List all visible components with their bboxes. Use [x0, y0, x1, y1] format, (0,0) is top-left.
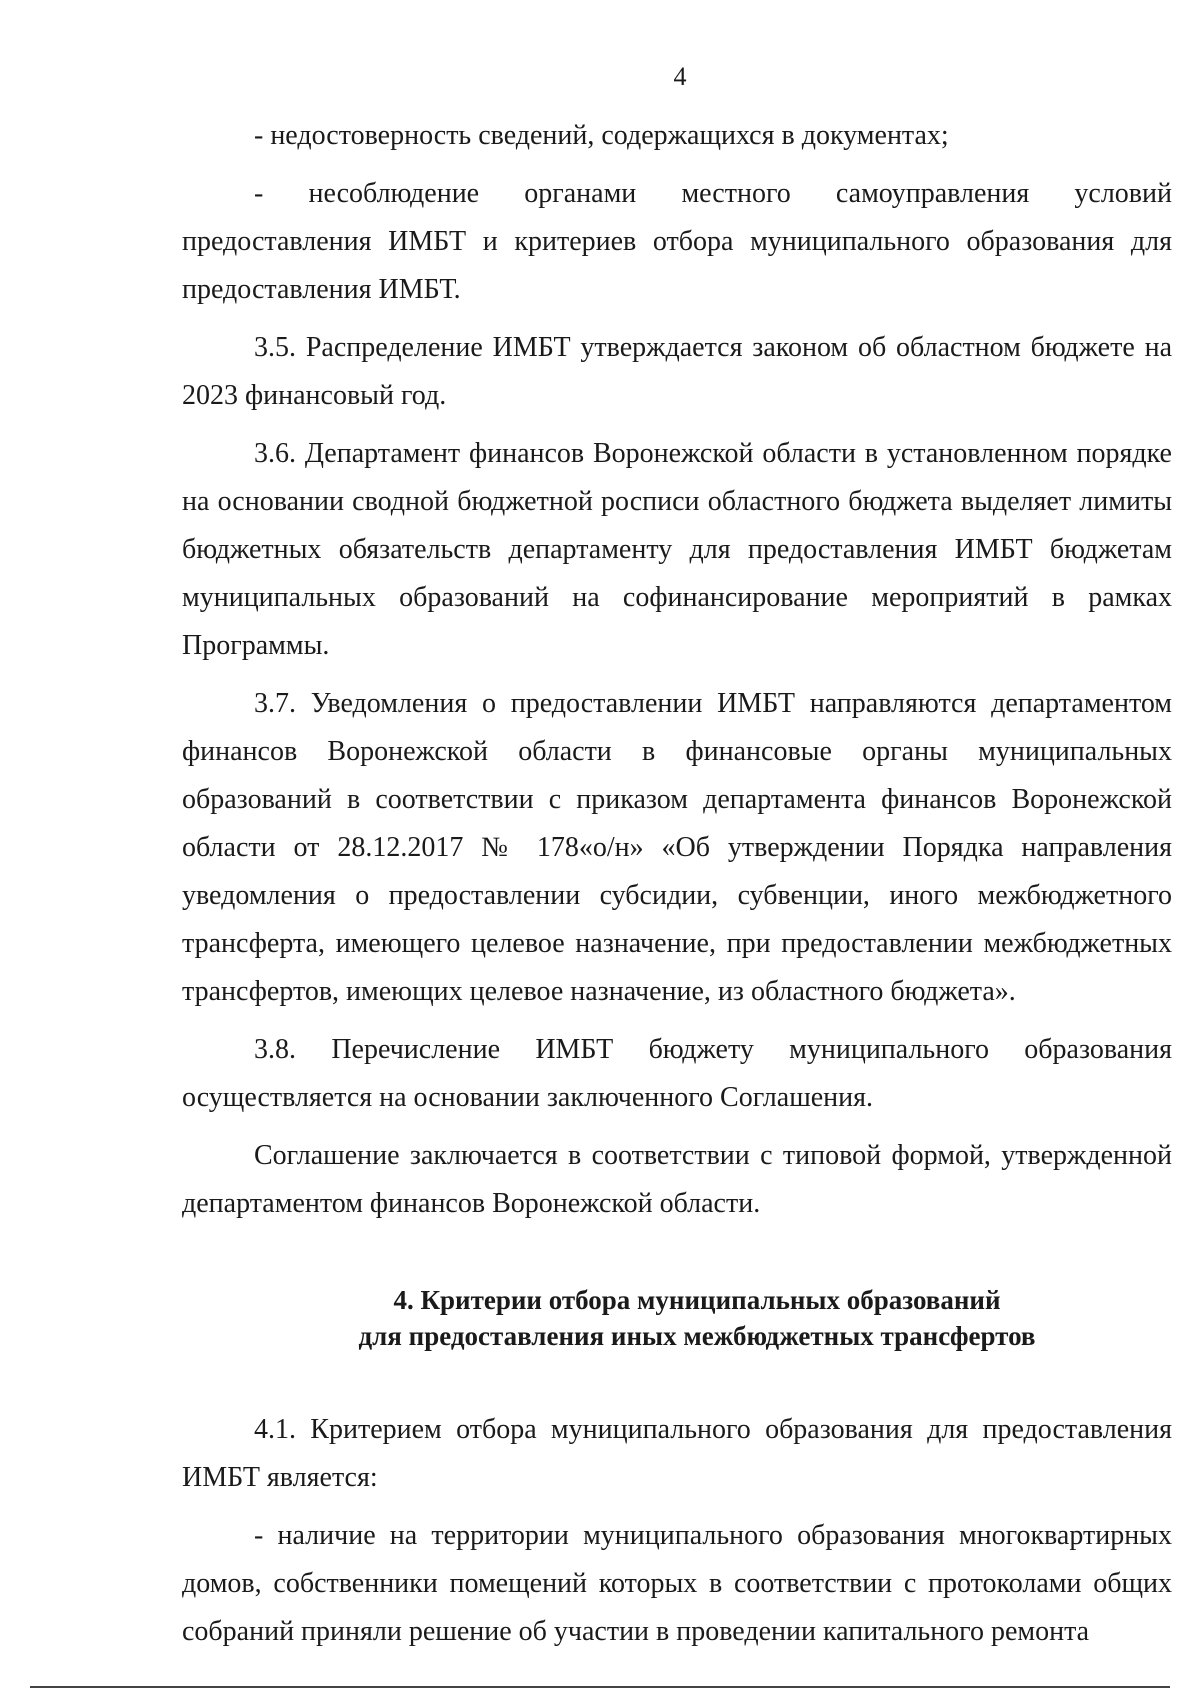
document-body	[182, 112, 1172, 1666]
paragraph-agreement: Соглашение заключается в соответствии с типовой формой, утвержденной департаментом финансов Воронежской области.	[182, 1140, 1172, 1219]
paragraph-3-7: 3.7. Уведомления о предоставлении ИМБТ направляются департаментом финансов Воронежской области в финансовые органы муниципальных образований в соответствии с приказом департамента финансов Воронежской области от 28.12.2017 № 178«о/н» «Об утверждении Порядка направления уведомления о предоставлении субсидии, субвенции, иного межбюджетного трансферта, имеющего целевое назначение, при предоставлении межбюджетных трансфертов, имеющих целевое назначение, из областного бюджета».	[182, 688, 1172, 1007]
paragraph-criterion-apartments: - наличие на территории муниципального образования многоквартирных домов, собственники помещений которых в соответствии с протоколами общих собраний приняли решение об участии в проведении капитального ремонта	[182, 1520, 1172, 1647]
paragraph-unreliable-info: - недостоверность сведений, содержащихся в документах;	[254, 120, 949, 151]
paragraph-4-1: 4.1. Критерием отбора муниципального образования для предоставления ИМБТ является:	[182, 1414, 1172, 1493]
paragraph-3-8: 3.8. Перечисление ИМБТ бюджету муниципального образования осуществляется на основании заключенного Соглашения.	[182, 1034, 1172, 1113]
paragraph-3-5: 3.5. Распределение ИМБТ утверждается законом об областном бюджете на 2023 финансовый год.	[182, 332, 1172, 411]
page-number: 4	[673, 62, 687, 91]
page-bottom-edge	[30, 1686, 1170, 1688]
section-heading-line-1: 4. Критерии отбора муниципальных образований	[393, 1285, 1001, 1315]
section-heading	[182, 1282, 1172, 1354]
paragraph-3-6: 3.6. Департамент финансов Воронежской области в установленном порядке на основании сводной бюджетной росписи областного бюджета выделяет лимиты бюджетных обязательств департаменту для предоставления ИМБТ бюджетам муниципальных образований на софинансирование мероприятий в рамках Программы.	[182, 438, 1172, 661]
paragraph-noncompliance: - несоблюдение органами местного самоуправления условий предоставления ИМБТ и критериев отбора муниципального образования для предоставления ИМБТ.	[182, 178, 1172, 305]
section-heading-line-2: для предоставления иных межбюджетных трансфертов	[358, 1321, 1036, 1351]
